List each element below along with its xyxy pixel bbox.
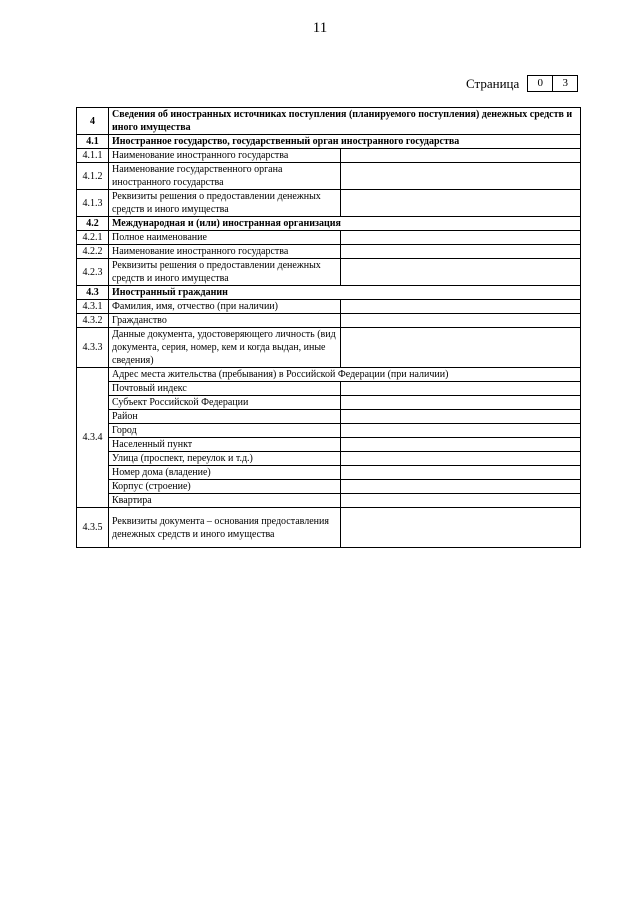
address-row: [77, 438, 581, 452]
address-row: [77, 466, 581, 480]
row-number: 4.2.3: [77, 259, 109, 286]
row-number: 4.1.3: [77, 190, 109, 217]
section-number: 4: [77, 108, 109, 135]
apartment-field[interactable]: [341, 494, 581, 508]
row-label: Реквизиты документа – основания предоставления денежных средств и иного имущества: [109, 508, 341, 548]
section-title: Сведения об иностранных источниках поступления (планируемого поступления) денежных средств и иного имущества: [109, 108, 581, 135]
address-field-label: Номер дома (владение): [109, 466, 341, 480]
subsection-title: Иностранное государство, государственный орган иностранного государства: [109, 135, 581, 149]
subsection-title: Международная и (или) иностранная организация: [109, 217, 581, 231]
building-field[interactable]: [341, 480, 581, 494]
address-row: [77, 424, 581, 438]
form-row: [77, 300, 581, 314]
form-row: [77, 328, 581, 368]
row-number: 4.3.4: [77, 368, 109, 508]
address-row: [77, 480, 581, 494]
subsection-number: 4.2: [77, 217, 109, 231]
row-label: Реквизиты решения о предоставлении денежных средств и иного имущества: [109, 259, 341, 286]
row-number: 4.3.5: [77, 508, 109, 548]
row-number: 4.2.1: [77, 231, 109, 245]
page-counter: [466, 75, 578, 92]
subsection-row: [77, 135, 581, 149]
address-field-label: Субъект Российской Федерации: [109, 396, 341, 410]
row-label: Фамилия, имя, отчество (при наличии): [109, 300, 341, 314]
row-label: Данные документа, удостоверяющего личность (вид документа, серия, номер, кем и когда выдан, иные сведения): [109, 328, 341, 368]
row-number: 4.2.2: [77, 245, 109, 259]
form-row: [77, 314, 581, 328]
form-row: [77, 231, 581, 245]
org-full-name-field[interactable]: [341, 231, 581, 245]
address-row: [77, 410, 581, 424]
city-field[interactable]: [341, 424, 581, 438]
row-number: 4.3.2: [77, 314, 109, 328]
form-row: [77, 508, 581, 548]
street-field[interactable]: [341, 452, 581, 466]
address-row: [77, 396, 581, 410]
address-field-label: Почтовый индекс: [109, 382, 341, 396]
subsection-row: [77, 286, 581, 300]
subsection-title: Иностранный гражданин: [109, 286, 581, 300]
address-header-row: [77, 368, 581, 382]
org-decision-details-field[interactable]: [341, 259, 581, 286]
address-field-label: Квартира: [109, 494, 341, 508]
row-label: Полное наименование: [109, 231, 341, 245]
decision-details-field[interactable]: [341, 190, 581, 217]
full-name-field[interactable]: [341, 300, 581, 314]
row-number: 4.1.1: [77, 149, 109, 163]
address-header: Адрес места жительства (пребывания) в Российской Федерации (при наличии): [109, 368, 581, 382]
address-row: [77, 452, 581, 466]
row-label: Наименование государственного органа иностранного государства: [109, 163, 341, 190]
identity-document-field[interactable]: [341, 328, 581, 368]
address-field-label: Улица (проспект, переулок и т.д.): [109, 452, 341, 466]
address-field-label: Район: [109, 410, 341, 424]
org-state-name-field[interactable]: [341, 245, 581, 259]
state-body-name-field[interactable]: [341, 163, 581, 190]
form-row: [77, 149, 581, 163]
subsection-row: [77, 217, 581, 231]
citizenship-field[interactable]: [341, 314, 581, 328]
form-row: [77, 190, 581, 217]
row-label: Гражданство: [109, 314, 341, 328]
form-row: [77, 259, 581, 286]
page-digit-1: 0: [527, 75, 553, 92]
postal-code-field[interactable]: [341, 382, 581, 396]
subsection-number: 4.3: [77, 286, 109, 300]
region-field[interactable]: [341, 396, 581, 410]
address-row: [77, 494, 581, 508]
row-number: 4.1.2: [77, 163, 109, 190]
row-label: Наименование иностранного государства: [109, 149, 341, 163]
page-counter-label: Страница: [466, 75, 520, 91]
address-field-label: Город: [109, 424, 341, 438]
form-row: [77, 163, 581, 190]
subsection-number: 4.1: [77, 135, 109, 149]
page-digit-2: 3: [553, 75, 578, 92]
section-header-row: [77, 108, 581, 135]
foreign-state-name-field[interactable]: [341, 149, 581, 163]
row-label: Реквизиты решения о предоставлении денежных средств и иного имущества: [109, 190, 341, 217]
locality-field[interactable]: [341, 438, 581, 452]
row-number: 4.3.1: [77, 300, 109, 314]
house-number-field[interactable]: [341, 466, 581, 480]
row-number: 4.3.3: [77, 328, 109, 368]
district-field[interactable]: [341, 410, 581, 424]
row-label: Наименование иностранного государства: [109, 245, 341, 259]
foreign-sources-table: [76, 107, 581, 548]
address-field-label: Корпус (строение): [109, 480, 341, 494]
page-number: 11: [312, 20, 328, 36]
form-row: [77, 245, 581, 259]
address-field-label: Населенный пункт: [109, 438, 341, 452]
address-row: [77, 382, 581, 396]
basis-document-field[interactable]: [341, 508, 581, 548]
